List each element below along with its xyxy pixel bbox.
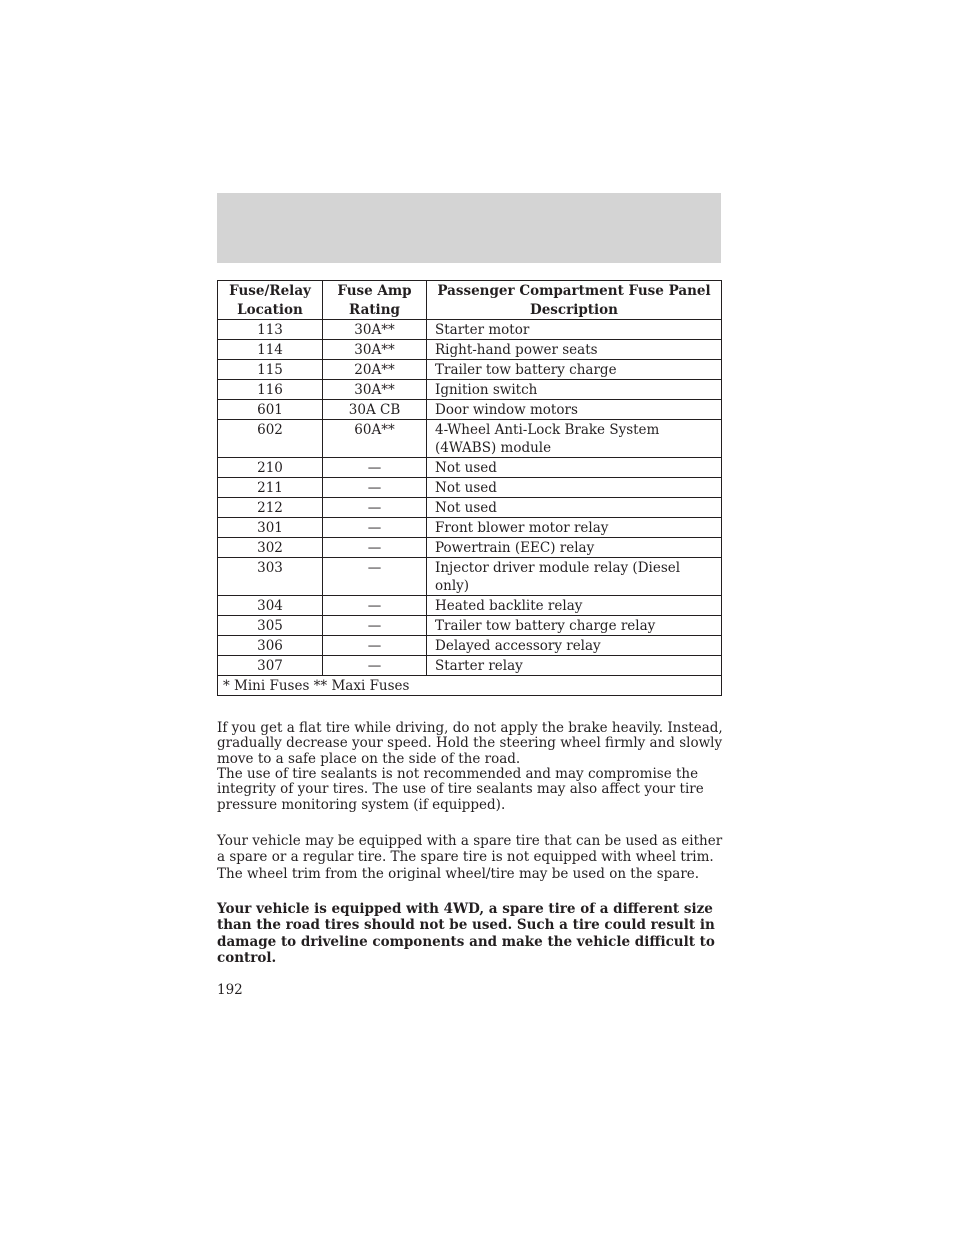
table-row [218, 518, 722, 538]
table-row [218, 478, 722, 498]
table-row [218, 498, 722, 518]
description-cell: Not used [427, 498, 722, 518]
table-row [218, 458, 722, 478]
fuse-table [217, 280, 722, 696]
location-cell: 116 [218, 380, 323, 400]
description-cell: Not used [427, 458, 722, 478]
spare-tire-paragraph: Your vehicle may be equipped with a spare tire that can be used as either a spare or a regular tire. The spare tire is not equipped with wheel trim. The wheel trim from the original wheel/tire may be used on the spare. [217, 833, 723, 882]
location-cell: 306 [218, 636, 323, 656]
table-row [218, 558, 722, 596]
rating-cell: 30A** [323, 340, 427, 360]
table-row [218, 380, 722, 400]
rating-cell: — [323, 498, 427, 518]
location-cell: 210 [218, 458, 323, 478]
rating-cell: 20A** [323, 360, 427, 380]
table-header-row [218, 281, 722, 320]
location-cell: 602 [218, 420, 323, 458]
rating-cell: — [323, 596, 427, 616]
table-row [218, 400, 722, 420]
location-cell: 113 [218, 320, 323, 340]
table-row [218, 596, 722, 616]
location-cell: 303 [218, 558, 323, 596]
table-row [218, 538, 722, 558]
rating-cell: 60A** [323, 420, 427, 458]
description-cell: 4-Wheel Anti-Lock Brake System (4WABS) module [427, 420, 722, 458]
description-cell: Door window motors [427, 400, 722, 420]
rating-cell: — [323, 558, 427, 596]
description-cell: Trailer tow battery charge [427, 360, 722, 380]
location-cell: 305 [218, 616, 323, 636]
header-location: Fuse/Relay Location [218, 281, 323, 320]
4wd-warning-paragraph: Your vehicle is equipped with 4WD, a spare tire of a different size than the road tires should not be used. Such a tire could result in damage to driveline components and make the vehicle difficult to control. [217, 901, 715, 966]
rating-cell: — [323, 616, 427, 636]
sealants-paragraph: The use of tire sealants is not recommended and may compromise the integrity of your tires. The use of tire sealants may also affect your tire pressure monitoring system (if equipped). [217, 766, 704, 813]
table-row [218, 616, 722, 636]
rating-cell: 30A** [323, 320, 427, 340]
description-cell: Heated backlite relay [427, 596, 722, 616]
rating-cell: 30A CB [323, 400, 427, 420]
rating-cell: — [323, 538, 427, 558]
description-cell: Not used [427, 478, 722, 498]
table-footnote-row [218, 676, 722, 696]
rating-cell: 30A** [323, 380, 427, 400]
header-amp-rating: Fuse Amp Rating [323, 281, 427, 320]
description-cell: Ignition switch [427, 380, 722, 400]
description-cell: Trailer tow battery charge relay [427, 616, 722, 636]
description-cell: Right-hand power seats [427, 340, 722, 360]
description-cell: Delayed accessory relay [427, 636, 722, 656]
rating-cell: — [323, 458, 427, 478]
rating-cell: — [323, 478, 427, 498]
table-row [218, 636, 722, 656]
location-cell: 114 [218, 340, 323, 360]
description-cell: Starter motor [427, 320, 722, 340]
description-cell: Starter relay [427, 656, 722, 676]
table-row [218, 320, 722, 340]
table-row [218, 340, 722, 360]
table-row [218, 420, 722, 458]
rating-cell: — [323, 518, 427, 538]
location-cell: 115 [218, 360, 323, 380]
location-cell: 211 [218, 478, 323, 498]
header-description: Passenger Compartment Fuse Panel Description [427, 281, 722, 320]
table-footnote: * Mini Fuses ** Maxi Fuses [218, 676, 722, 696]
location-cell: 307 [218, 656, 323, 676]
description-cell: Front blower motor relay [427, 518, 722, 538]
table-row [218, 360, 722, 380]
location-cell: 212 [218, 498, 323, 518]
location-cell: 601 [218, 400, 323, 420]
description-cell: Injector driver module relay (Diesel only) [427, 558, 722, 596]
rating-cell: — [323, 656, 427, 676]
description-cell: Powertrain (EEC) relay [427, 538, 722, 558]
section-header-band [217, 193, 721, 263]
location-cell: 302 [218, 538, 323, 558]
location-cell: 301 [218, 518, 323, 538]
flat-tire-paragraph: If you get a flat tire while driving, do not apply the brake heavily. Instead, gradually decrease your speed. Hold the steering wheel firmly and slowly move to a safe place on the side of the road. [217, 720, 723, 767]
location-cell: 304 [218, 596, 323, 616]
rating-cell: — [323, 636, 427, 656]
page-number: 192 [217, 982, 243, 998]
table-row [218, 656, 722, 676]
